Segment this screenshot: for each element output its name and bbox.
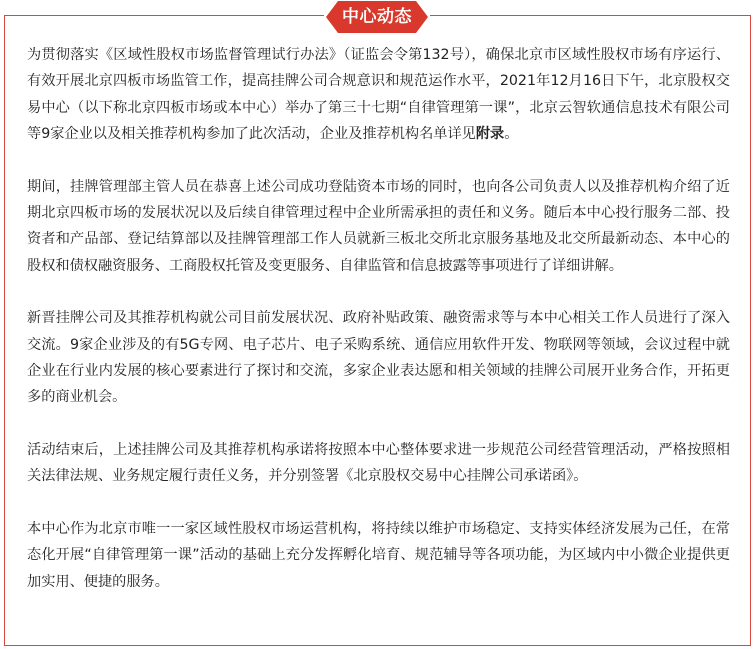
section-title: 中心动态 bbox=[338, 1, 416, 33]
paragraph-intro bbox=[27, 42, 730, 148]
section-header-badge bbox=[324, 1, 430, 33]
article-body bbox=[27, 42, 730, 595]
paragraph-intro-end: 。 bbox=[504, 126, 519, 143]
paragraph-meeting: 期间，挂牌管理部主管人员在恭喜上述公司成功登陆资本市场的同时，也向各公司负责人以及推荐机构介绍了近期北京四板市场的发展状况以及后续自律管理过程中企业所需承担的责任和义务。随后本中心投行服务二部、投资者和产品部、登记结算部以及挂牌管理部工作人员就新三板北交所北京服务基地及北交所最新动态、本中心的股权和债权融资服务、工商股权托管及变更服务、自律监管和信息披露等事项进行了详细讲解。 bbox=[27, 178, 730, 274]
appendix-reference: 附录 bbox=[475, 126, 505, 143]
paragraph-exchange: 新晋挂牌公司及其推荐机构就公司目前发展状况、政府补贴政策、融资需求等与本中心相关工作人员进行了深入交流。9家企业涉及的有5G专网、电子芯片、电子采购系统、通信应用软件开发、物联网等领域，会议过程中就企业在行业内发展的核心要素进行了探讨和交流，多家企业表达愿和相关领域的挂牌公司展开业务合作，开拓更多的商业机会。 bbox=[27, 310, 730, 406]
badge-left-tail bbox=[326, 1, 338, 33]
badge-right-tail bbox=[416, 1, 428, 33]
paragraph-outlook: 本中心作为北京市唯一一家区域性股权市场运营机构，将持续以维护市场稳定、支持实体经济发展为己任，在常态化开展“自律管理第一课”活动的基础上充分发挥孵化培育、规范辅导等各项功能，为区域内中小微企业提供更加实用、便捷的服务。 bbox=[27, 520, 730, 590]
paragraph-commitment: 活动结束后，上述挂牌公司及其推荐机构承诺将按照本中心整体要求进一步规范公司经营管理活动，严格按照相关法律法规、业务规定履行责任义务，并分别签署《北京股权交易中心挂牌公司承诺函》。 bbox=[27, 441, 730, 485]
paragraph-intro-text: 为贯彻落实《区域性股权市场监督管理试行办法》（证监会令第132号），确保北京市区域性股权市场有序运行、有效开展北京四板市场监管工作，提高挂牌公司合规意识和规范运作水平，2021年12月16日下午，北京股权交易中心（以下称北京四板市场或本中心）举办了第三十七期“自律管理第一课”，北京云智软通信息技术有限公司等9家企业以及相关推荐机构参加了此次活动，企业及推荐机构名单详见 bbox=[27, 47, 730, 143]
